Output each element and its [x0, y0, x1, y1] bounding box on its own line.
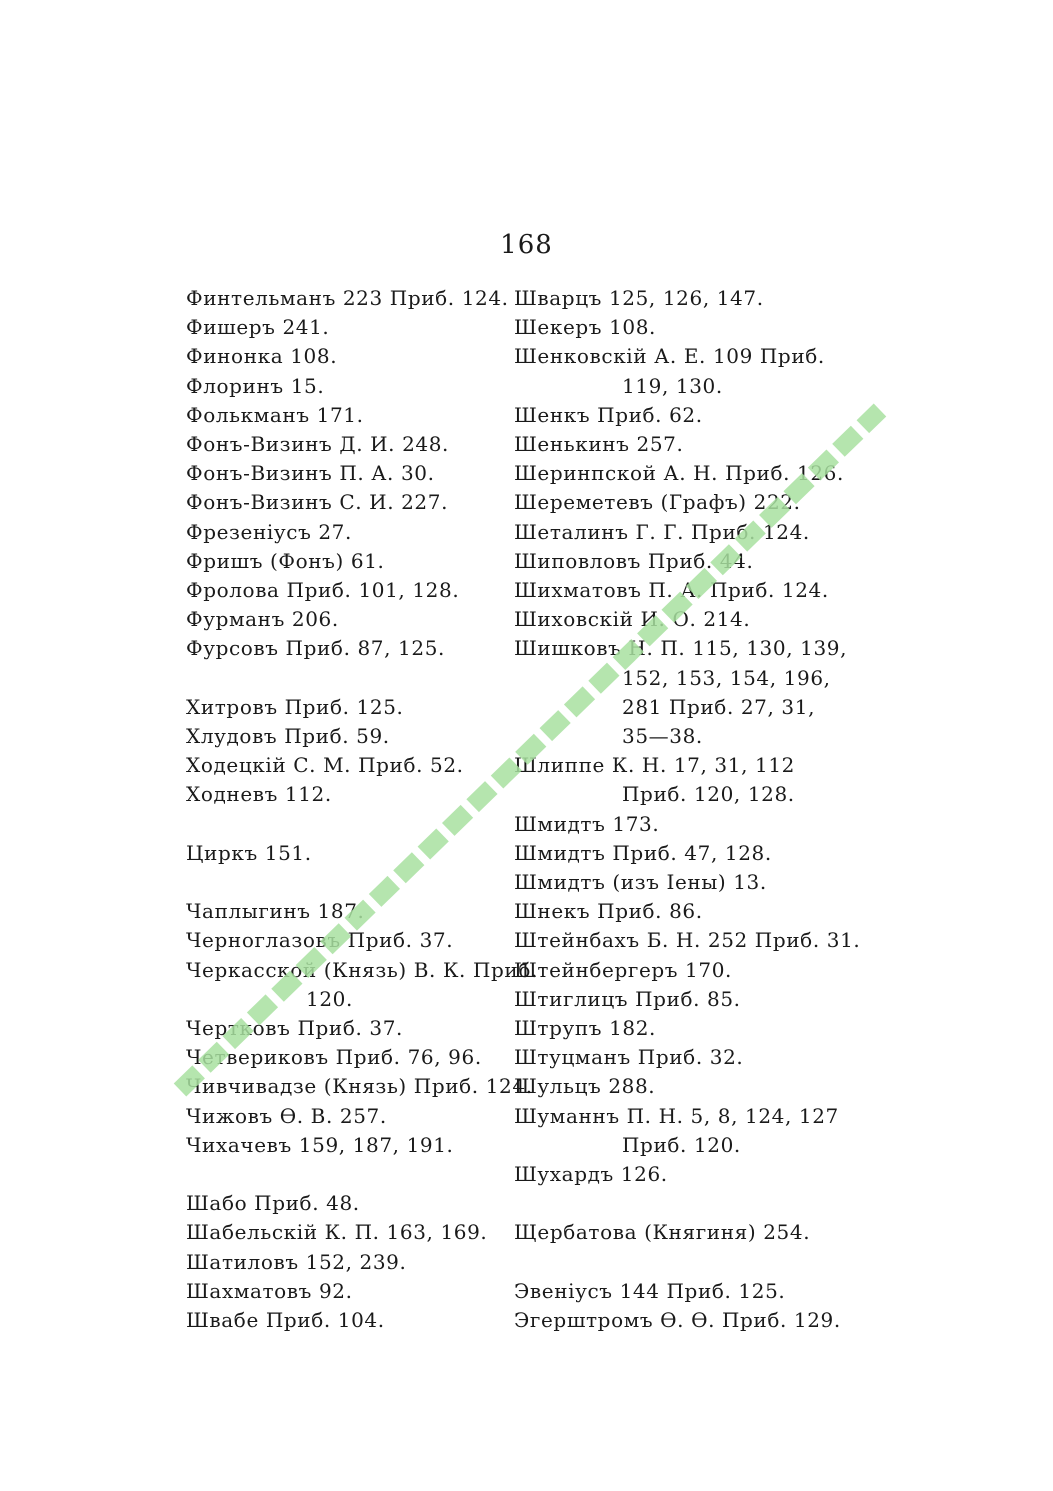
index-entry: Циркъ 151.: [186, 840, 312, 865]
index-entry: Ходневъ 112.: [186, 782, 332, 807]
index-column-left: [186, 284, 538, 1335]
index-entry: Шлиппе К. Н. 17, 31, 112: [514, 753, 795, 778]
index-entry: Флоринъ 15.: [186, 373, 325, 398]
index-entry: Шекеръ 108.: [514, 315, 657, 340]
index-entry: Шмидтъ 173.: [514, 811, 660, 836]
index-entry: Ходецкій С. М. Приб. 52.: [186, 753, 464, 778]
index-entry: Фролова Приб. 101, 128.: [186, 578, 460, 603]
index-entry: Шишковъ Н. П. 115, 130, 139,: [514, 636, 848, 661]
index-entry: Шихматовъ П. А. Приб. 124.: [514, 578, 829, 603]
index-entry: Штейнбергеръ 170.: [514, 957, 732, 982]
index-column-right: [514, 284, 864, 1335]
index-entry: Фонъ-Визинъ С. И. 227.: [186, 490, 449, 515]
index-entry: Швабе Приб. 104.: [186, 1308, 385, 1333]
section-gap: [186, 810, 516, 839]
index-entry: Шмидтъ (изъ Іены) 13.: [514, 870, 767, 895]
index-entry: Шеринпской А. Н. Приб. 126.: [514, 461, 844, 486]
section-gap: [514, 1189, 864, 1218]
index-entry: Шиховскій И. О. 214.: [514, 607, 751, 632]
index-entry: Шухардъ 126.: [514, 1162, 668, 1187]
index-entry: Фурманъ 206.: [186, 607, 339, 632]
index-entry-continuation: 119, 130.: [622, 373, 723, 398]
index-entry-continuation: Приб. 120, 128.: [622, 782, 795, 807]
index-entry: Шнекъ Приб. 86.: [514, 899, 703, 924]
index-entry: Шварцъ 125, 126, 147.: [514, 286, 764, 310]
index-entry: Фрезеніусъ 27.: [186, 519, 352, 544]
page-number: 168: [500, 230, 553, 260]
index-entry: Эгерштромъ Ѳ. Ѳ. Приб. 129.: [514, 1308, 841, 1333]
index-entry: Чертковъ Приб. 37.: [186, 1016, 403, 1041]
index-entry: Фишеръ 241.: [186, 315, 330, 340]
index-entry: Шереметевъ (Графъ) 222.: [514, 490, 801, 515]
section-gap: [186, 1160, 516, 1189]
index-entry: Черноглазовъ Приб. 37.: [186, 928, 454, 953]
section-gap: [514, 1248, 864, 1277]
index-entry: Шахматовъ 92.: [186, 1278, 353, 1303]
index-entry-continuation: 120.: [306, 986, 353, 1011]
index-entry: Штейнбахъ Б. Н. 252 Приб. 31.: [514, 928, 861, 953]
index-entry-continuation: 281 Приб. 27, 31,: [622, 694, 816, 719]
index-entry: Чижовъ Ѳ. В. 257.: [186, 1103, 387, 1128]
index-entry: Шульцъ 288.: [514, 1074, 656, 1099]
index-entry: Щербатова (Княгиня) 254.: [514, 1220, 811, 1245]
index-entry: Шенкъ Приб. 62.: [514, 402, 703, 427]
index-entry-continuation: 35—38.: [622, 724, 703, 749]
index-entry: Шеталинъ Г. Г. Приб. 124.: [514, 519, 810, 544]
index-entry: Чихачевъ 159, 187, 191.: [186, 1132, 454, 1157]
index-entry: Шенковскій А. Е. 109 Приб.: [514, 344, 825, 369]
index-entry: Хлудовъ Приб. 59.: [186, 724, 390, 749]
index-entry: Шмидтъ Приб. 47, 128.: [514, 840, 772, 865]
index-entry: Четвериковъ Приб. 76, 96.: [186, 1045, 482, 1070]
index-entry: Штуцманъ Приб. 32.: [514, 1045, 744, 1070]
index-entry: Чивчивадзе (Князь) Приб. 124.: [186, 1074, 533, 1099]
index-entry: Фришъ (Фонъ) 61.: [186, 548, 385, 573]
index-entry: Шуманнъ П. Н. 5, 8, 124, 127: [514, 1103, 839, 1128]
index-entry: Финтельманъ 223 Приб. 124.: [186, 286, 509, 310]
index-entry: Финонка 108.: [186, 344, 338, 369]
index-entry-continuation: Приб. 120.: [622, 1132, 741, 1157]
index-entry: Шабо Приб. 48.: [186, 1191, 360, 1216]
index-entry: Фонъ-Визинъ П. А. 30.: [186, 461, 435, 486]
index-entry: Шатиловъ 152, 239.: [186, 1249, 407, 1274]
index-entry: Фолькманъ 171.: [186, 402, 364, 427]
index-entry: Фонъ-Визинъ Д. И. 248.: [186, 432, 449, 457]
index-entry: Шиповловъ Приб. 44.: [514, 548, 754, 573]
index-entry: Эвеніусъ 144 Приб. 125.: [514, 1278, 786, 1303]
index-entry: Фурсовъ Приб. 87, 125.: [186, 636, 445, 661]
index-entry-continuation: 152, 153, 154, 196,: [622, 665, 831, 690]
section-gap: [186, 868, 516, 897]
index-entry: Чаплыгинъ 187.: [186, 899, 365, 924]
index-entry: Шабельскій К. П. 163, 169.: [186, 1220, 488, 1245]
index-entry: Шенькинъ 257.: [514, 432, 684, 457]
index-entry: Хитровъ Приб. 125.: [186, 694, 404, 719]
section-gap: [186, 664, 516, 693]
index-entry: Черкасской (Князь) В. К. Приб.: [186, 957, 538, 982]
index-entry: Штрупъ 182.: [514, 1016, 657, 1041]
index-entry: Штиглицъ Приб. 85.: [514, 986, 741, 1011]
